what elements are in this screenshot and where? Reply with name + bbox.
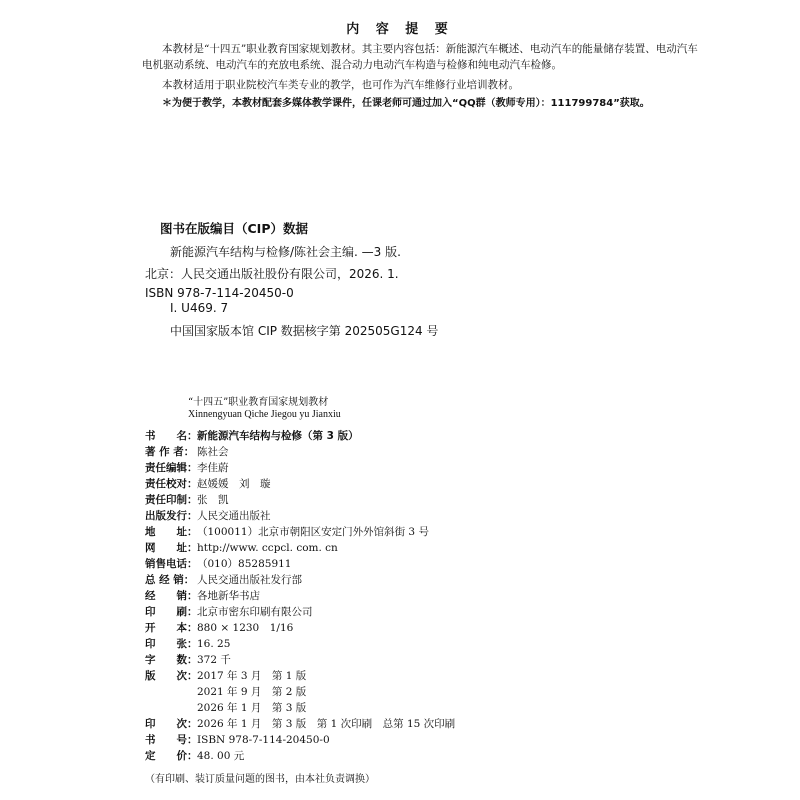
row-label: 印 张： — [145, 638, 198, 650]
row-value: 张 凯 — [197, 494, 229, 506]
cip-line-4: Ⅰ. U469. 7 — [170, 301, 229, 315]
cip-heading: 图书在版编目（CIP）数据 — [160, 221, 308, 236]
row-value: 2021 年 9 月 第 2 版 — [197, 686, 307, 698]
row-value: 新能源汽车结构与检修（第 3 版） — [197, 430, 359, 442]
row-value: 人民交通出版社 — [197, 510, 271, 522]
row-label: 责任印制： — [145, 494, 198, 506]
row-label: 地 址： — [145, 526, 198, 538]
colophon-row-phone — [145, 556, 455, 572]
row-label: 网 址： — [145, 542, 198, 554]
colophon-row-edition-3 — [145, 700, 455, 716]
colophon-row-sheets — [145, 636, 455, 652]
colophon-row-distributor — [145, 572, 455, 588]
row-label: 印 次： — [145, 718, 198, 730]
row-value: 880 × 1230 1/16 — [197, 622, 294, 634]
colophon-row-wordcount — [145, 652, 455, 668]
colophon-row-website — [145, 540, 455, 556]
row-value: ISBN 978-7-114-20450-0 — [197, 734, 330, 746]
row-value: （100011）北京市朝阳区安定门外外馆斜街 3 号 — [197, 526, 429, 538]
cip-line-5: 中国国家版本馆 CIP 数据核字第 202505G124 号 — [170, 324, 439, 338]
row-value: 48. 00 元 — [197, 750, 245, 762]
row-label: 字 数： — [145, 654, 198, 666]
cip-line-2: 北京：人民交通出版社股份有限公司，2026. 1. — [145, 267, 399, 281]
row-label: 出版发行： — [145, 510, 198, 522]
colophon-table — [145, 428, 455, 764]
row-label: 责任编辑： — [145, 462, 198, 474]
row-value: 各地新华书店 — [197, 590, 260, 602]
row-value: 李佳蔚 — [197, 462, 229, 474]
row-label: 书 名： — [145, 430, 198, 442]
row-value: http://www. ccpcl. com. cn — [197, 542, 338, 554]
colophon-row-publisher — [145, 508, 455, 524]
row-value: 2026 年 1 月 第 3 版 — [197, 702, 307, 714]
summary-paragraph3: ＊为便于教学，本教材配套多媒体教学课件，任课老师可通过加入“QQ群（教师专用）：111799784”获取。 — [162, 98, 650, 109]
row-value: 人民交通出版社发行部 — [197, 574, 302, 586]
row-value: 2017 年 3 月 第 1 版 — [197, 670, 307, 682]
row-value: 北京市密东印刷有限公司 — [197, 606, 313, 618]
colophon-row-author — [145, 444, 455, 460]
cip-line-3: ISBN 978-7-114-20450-0 — [145, 286, 294, 300]
row-label: 总 经 销： — [145, 574, 195, 586]
colophon-row-edition-2 — [145, 684, 455, 700]
row-value: 陈社会 — [197, 446, 229, 458]
colophon-row-isbn — [145, 732, 455, 748]
book-pinyin: Xinnengyuan Qiche Jiegou yu Jianxiu — [188, 409, 341, 420]
colophon-row-printing — [145, 716, 455, 732]
row-label: 定 价： — [145, 750, 198, 762]
row-label: 著 作 者： — [145, 446, 195, 458]
quality-note: （有印刷、装订质量问题的图书，由本社负责调换） — [145, 774, 375, 785]
cip-line-1: 新能源汽车结构与检修/陈社会主编. —3 版. — [170, 245, 401, 259]
row-label: 责任校对： — [145, 478, 198, 490]
summary-title: 内 容 提 要 — [346, 22, 454, 37]
row-label: 印 刷： — [145, 606, 198, 618]
row-label: 开 本： — [145, 622, 198, 634]
colophon-row-editor — [145, 460, 455, 476]
colophon-row-print-manager — [145, 492, 455, 508]
row-value: 2026 年 1 月 第 3 版 第 1 次印刷 总第 15 次印刷 — [197, 718, 456, 730]
row-label: 经 销： — [145, 590, 198, 602]
row-value: 16. 25 — [197, 638, 231, 650]
colophon-row-format — [145, 620, 455, 636]
summary-paragraph1-line2: 电机驱动系统、电动汽车的充放电系统、混合动力电动汽车构造与检修和纯电动汽车检修。 — [142, 59, 562, 71]
summary-paragraph1-line1: 本教材是“十四五”职业教育国家规划教材。其主要内容包括：新能源汽车概述、电动汽车的能量储存装置、电动汽车 — [162, 43, 698, 55]
row-label: 书 号： — [145, 734, 198, 746]
colophon-row-title — [145, 428, 455, 444]
row-value: 372 千 — [197, 654, 231, 666]
colophon-row-seller — [145, 588, 455, 604]
colophon-row-printer — [145, 604, 455, 620]
series-name: “十四五”职业教育国家规划教材 — [188, 397, 329, 408]
row-value: 赵媛媛 刘 璇 — [197, 478, 271, 490]
colophon-row-price — [145, 748, 455, 764]
colophon-row-proofreader — [145, 476, 455, 492]
row-label: 销售电话： — [145, 558, 198, 570]
row-value: （010）85285911 — [197, 558, 292, 570]
colophon-row-edition — [145, 668, 455, 684]
colophon-row-address — [145, 524, 455, 540]
summary-paragraph2: 本教材适用于职业院校汽车类专业的教学，也可作为汽车维修行业培训教材。 — [162, 79, 519, 91]
row-label: 版 次： — [145, 670, 198, 682]
